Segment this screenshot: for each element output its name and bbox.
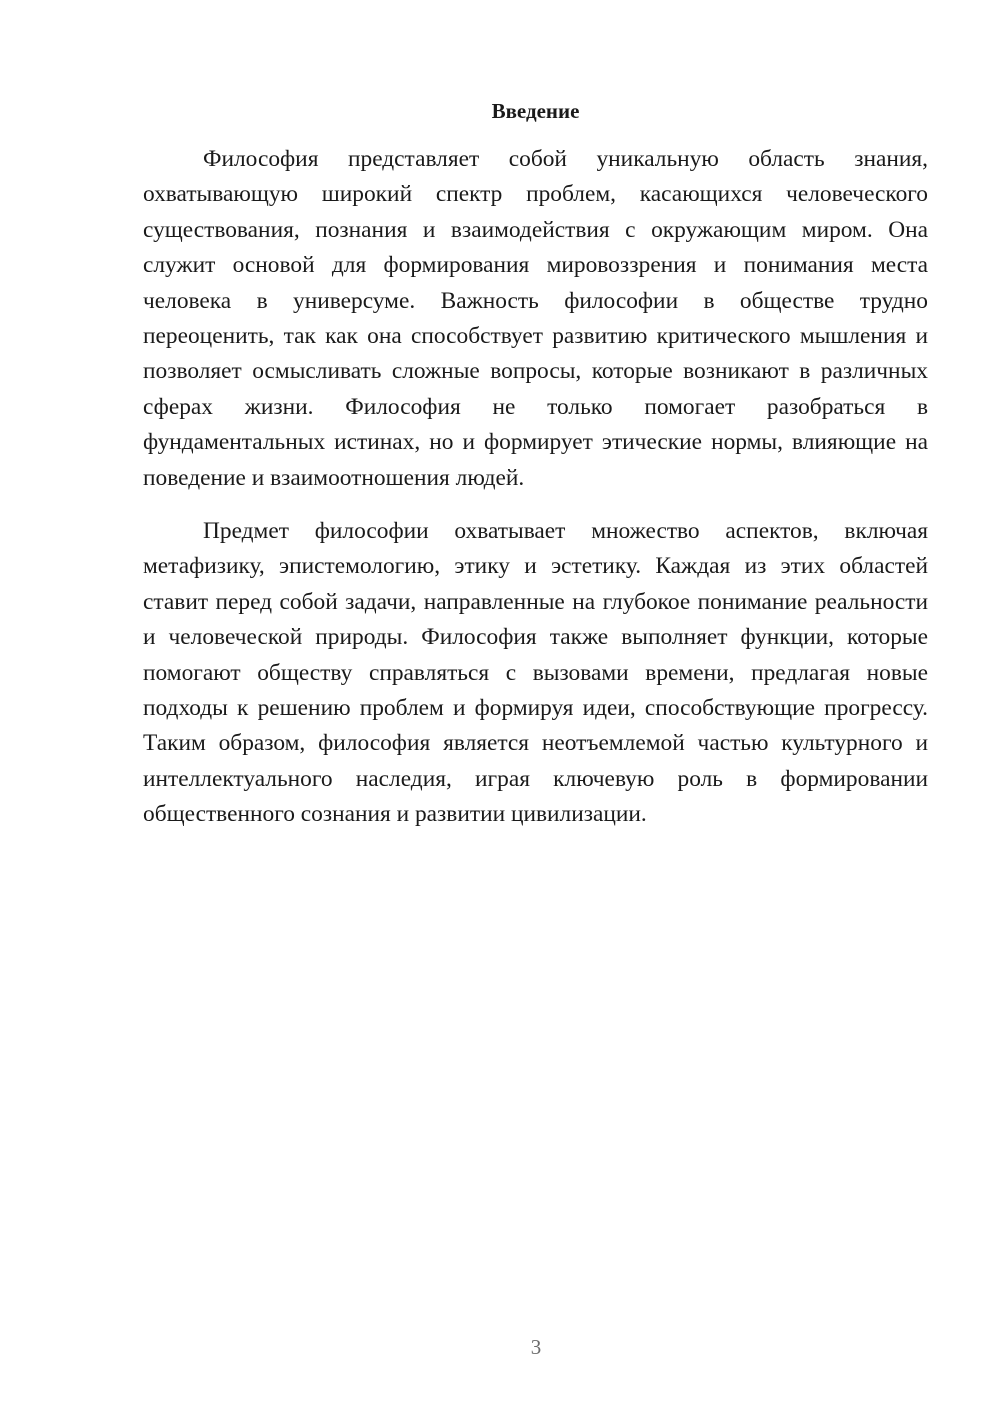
paragraph-subject: Предмет философии охватывает множество аспектов, включая метафизику, эпистемологию, этику и эстетику. Каждая из этих областей ставит перед собой задачи, направленные на глубокое понимание реальности и человеческой природы. Философия также выполняет функции, которые помогают обществу справляться с вызовами времени, предлагая новые подходы к решению проблем и формируя идеи, способствующие прогрессу. Таким образом, философия является неотъемлемой частью культурного и интеллектуального наследия, играя ключевую роль в формировании общественного сознания и развитии цивилизации.	[143, 518, 928, 828]
paragraph-intro: Философия представляет собой уникальную область знания, охватывающую широкий спектр проблем, касающихся человеческого существования, познания и взаимодействия с окружающим миром. Она служит основой для формирования мировоззрения и понимания места человека в универсуме. Важность философии в обществе трудно переоценить, так как она способствует развитию критического мышления и позволяет осмысливать сложные вопросы, которые возникают в различных сферах жизни. Философия не только помогает разобраться в фундаментальных истинах, но и формирует этические нормы, влияющие на поведение и взаимоотношения людей.	[143, 146, 928, 491]
page-number: 3	[530, 1335, 542, 1359]
section-heading: Введение	[491, 99, 580, 123]
